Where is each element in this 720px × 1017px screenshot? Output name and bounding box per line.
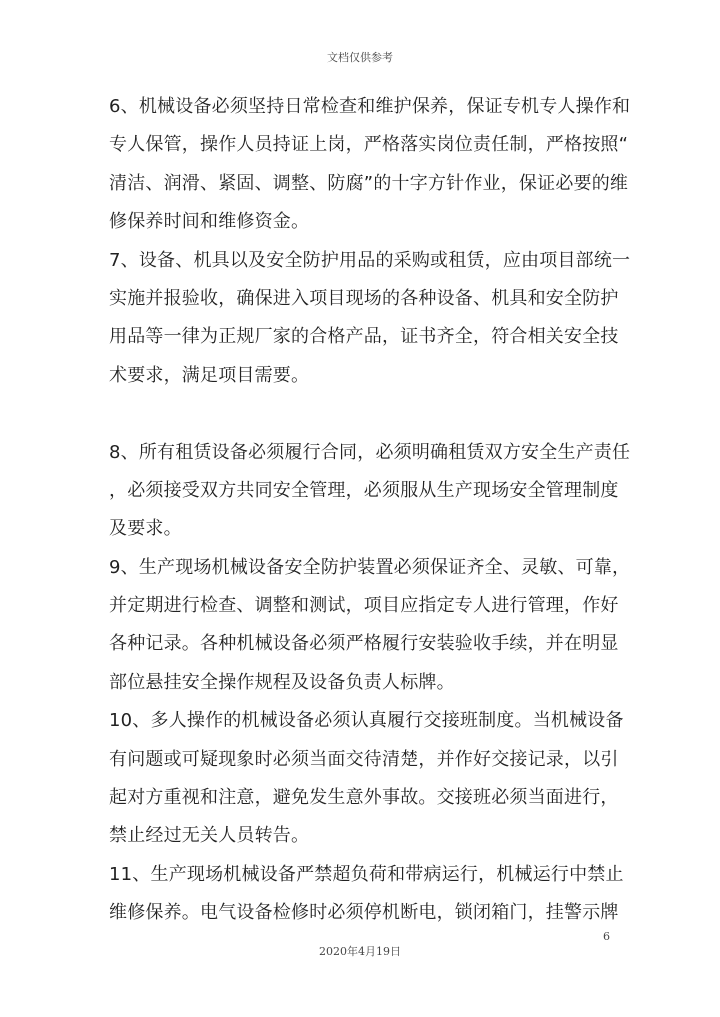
text-line: 部位悬挂安全操作规程及设备负责人标牌。 (109, 671, 455, 693)
text-line: 禁止经过无关人员转告。 (109, 825, 310, 847)
text-line: 维修保养。电气设备检修时必须停机断电，锁闭箱门，挂警示牌 (109, 902, 619, 924)
page-number: 6 (603, 930, 610, 943)
text-line: 术要求，满足项目需要。 (109, 364, 310, 386)
text-line: 有问题或可疑现象时必须当面交待清楚，并作好交接记录，以引 (109, 748, 619, 770)
paragraph-6 (109, 88, 631, 242)
page-header: 文档仅供参考 (327, 51, 393, 64)
text-line: 10、多人操作的机械设备必须认真履行交接班制度。当机械设备 (109, 710, 624, 732)
text-line: 9、生产现场机械设备安全防护装置必须保证齐全、灵敏、可靠， (109, 556, 631, 578)
text-line: 用品等一律为正规厂家的合格产品，证书齐全，符合相关安全技 (109, 326, 619, 348)
text-line: 专人保管，操作人员持证上岗，严格落实岗位责任制，严格按照“ (109, 134, 629, 156)
text-line: 及要求。 (109, 518, 182, 540)
text-line: 起对方重视和注意，避免发生意外事故。交接班必须当面进行， (109, 787, 619, 809)
paragraph-9 (109, 549, 631, 703)
text-line: 实施并报验收，确保进入项目现场的各种设备、机具和安全防护 (109, 287, 619, 309)
text-line: 清洁、润滑、紧固、调整、防腐”的十字方针作业，保证必要的维 (109, 172, 629, 194)
page-footer-date: 2020年4月19日 (319, 945, 401, 958)
paragraph-8 (109, 434, 631, 549)
text-line: 6、机械设备必须坚持日常检查和维护保养，保证专机专人操作和 (109, 96, 631, 117)
paragraph-7 (109, 242, 631, 396)
text-line: 修保养时间和维修资金。 (109, 211, 310, 233)
text-line: 11、生产现场机械设备严禁超负荷和带病运行，机械运行中禁止 (109, 863, 624, 885)
document-body (109, 88, 631, 933)
text-line: 各种记录。各种机械设备必须严格履行安装验收手续，并在明显 (109, 633, 619, 655)
text-line: 并定期进行检查、调整和测试，项目应指定专人进行管理，作好 (109, 595, 619, 617)
text-line: 7、设备、机具以及安全防护用品的采购或租赁，应由项目部统一 (109, 249, 631, 271)
paragraph-10 (109, 702, 624, 856)
blank-line (109, 395, 614, 433)
text-line: 8、所有租赁设备必须履行合同，必须明确租赁双方安全生产责任 (109, 441, 631, 463)
text-line: ，必须接受双方共同安全管理，必须服从生产现场安全管理制度 (109, 479, 619, 501)
paragraph-11 (109, 856, 624, 933)
